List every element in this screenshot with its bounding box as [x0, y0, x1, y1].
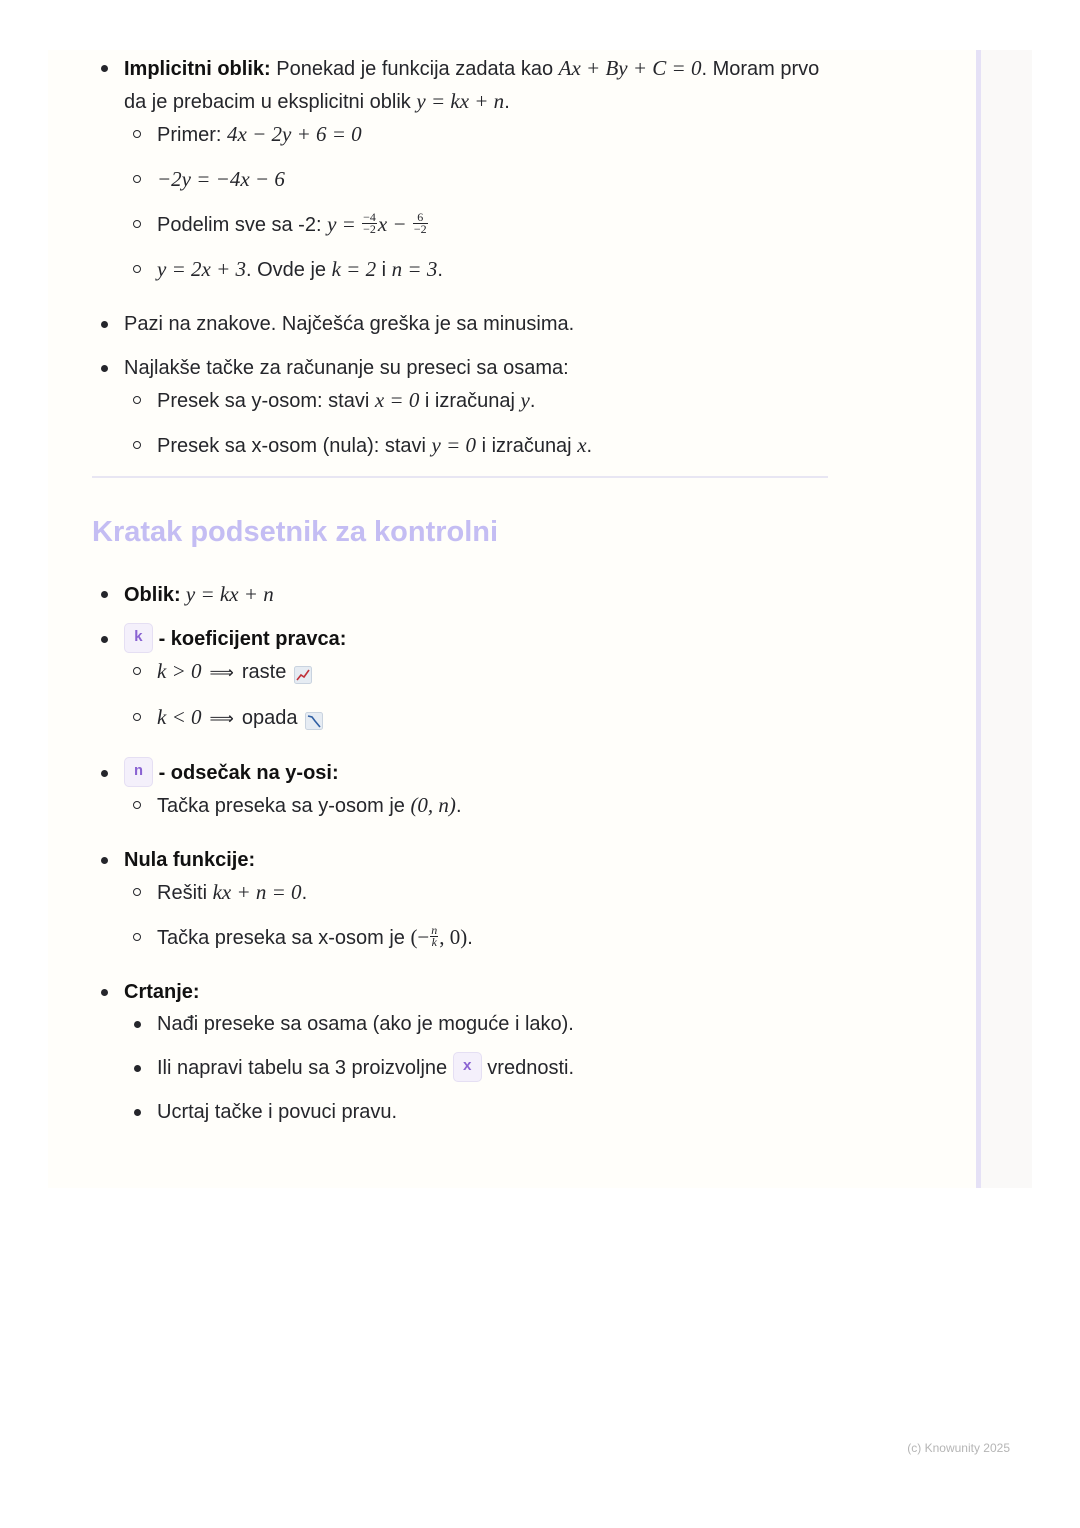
code-k: k — [124, 623, 153, 653]
code-x: x — [453, 1052, 482, 1082]
list-item-step3: Podelim sve sa -2: y = $\frac{-4}{-2}$ x − $\frac{6}{-2}$ — [124, 208, 832, 241]
bullet-list-section1 — [92, 52, 832, 462]
section-divider — [92, 476, 828, 478]
side-panel — [976, 50, 1032, 1188]
list-item-implicit-form: Implicitni oblik: Ponekad je funkcija zadata kao Ax + By + C = 0. Moram prvo da je prebacim u eksplicitni oblik y = kx + n. Primer: 4x − 2y + 6 = 0 −2y = −4x − 6 Podelim sve sa -2: y = $\frac{-4}{-2}$ x − $\frac{6}{-2}$ y = 2x + 3. Ovde je k = 2 i n = 3. — [92, 52, 832, 286]
label-implicit-form: Implicitni oblik: — [124, 58, 271, 80]
list-item-n-point: Tačka preseka sa y-osom je (0, n). — [124, 789, 832, 822]
list-item-zero: Nula funkcije: Rešiti kx + n = 0. Tačka preseka sa x-osom je (− $\frac{n}{k}$ , 0). — [92, 844, 832, 954]
sub-list-k — [124, 655, 832, 735]
math-general-form: Ax + By + C = 0 — [558, 56, 702, 80]
sub-list-zero — [124, 876, 832, 954]
list-item-step4: y = 2x + 3. Ovde je k = 2 i n = 3. — [124, 253, 832, 286]
list-item-drawing-2: Ili napravi tabelu sa 3 proizvoljne x vrednosti. — [124, 1052, 832, 1084]
chart-increasing-icon — [294, 662, 312, 680]
list-item-k-negative: k < 0 ⟹ opada — [124, 701, 832, 735]
document-content — [92, 52, 832, 1140]
section-heading: Kratak podsetnik za kontrolni — [92, 516, 499, 548]
list-item-y-intercept: Presek sa y-osom: stavi x = 0 i izračunaj y. — [124, 384, 832, 417]
list-item-zero-solve: Rešiti kx + n = 0. — [124, 876, 832, 909]
list-item-drawing-3: Ucrtaj tačke i povuci pravu. — [124, 1096, 832, 1128]
fraction: $\frac{6}{-2}$ — [413, 210, 427, 237]
fraction: $\frac{-4}{-2}$ — [363, 210, 376, 237]
list-item-x-intercept: Presek sa x-osom (nula): stavi y = 0 i izračunaj x. — [124, 429, 832, 462]
chart-decreasing-icon — [305, 708, 323, 726]
list-item-step2: −2y = −4x − 6 — [124, 163, 832, 196]
list-item-signs: Pazi na znakove. Najčešća greška je sa minusima. — [92, 308, 832, 340]
list-item-drawing-1: Nađi preseke sa osama (ako je moguće i lako). — [124, 1008, 832, 1040]
list-item-k-positive: k > 0 ⟹ raste — [124, 655, 832, 689]
list-item-n: n - odsečak na y-osi: Tačka preseka sa y-osom je (0, n). — [92, 757, 832, 822]
bullet-list-section2 — [92, 578, 832, 1128]
sub-list-drawing — [124, 1008, 832, 1128]
list-item-zero-point: Tačka preseka sa x-osom je (− $\frac{n}{k}$ , 0). — [124, 921, 832, 954]
list-item-drawing: Crtanje: Nađi preseke sa osama (ako je moguće i lako). Ili napravi tabelu sa 3 proizvoljne x vrednosti. Ucrtaj tačke i povuci pravu. — [92, 976, 832, 1128]
sub-list-n — [124, 789, 832, 822]
fraction: $\frac{n}{k}$ — [431, 923, 438, 950]
copyright-footer: (c) Knowunity 2025 — [907, 1441, 1010, 1455]
code-n: n — [124, 757, 153, 787]
list-item-form: Oblik: y = kx + n — [92, 578, 832, 611]
list-item-k: k - koeficijent pravca: k > 0 ⟹ raste k < 0 ⟹ opada — [92, 623, 832, 735]
math-explicit-form: y = kx + n — [416, 89, 505, 113]
sub-list-steps — [124, 118, 832, 286]
list-item-intersections: Najlakše tačke za računanje su preseci sa osama: Presek sa y-osom: stavi x = 0 i izračunaj y. Presek sa x-osom (nula): stavi y = 0 i izračunaj x. — [92, 352, 832, 462]
list-item-example: Primer: 4x − 2y + 6 = 0 — [124, 118, 832, 151]
sub-list-intersections — [124, 384, 832, 462]
